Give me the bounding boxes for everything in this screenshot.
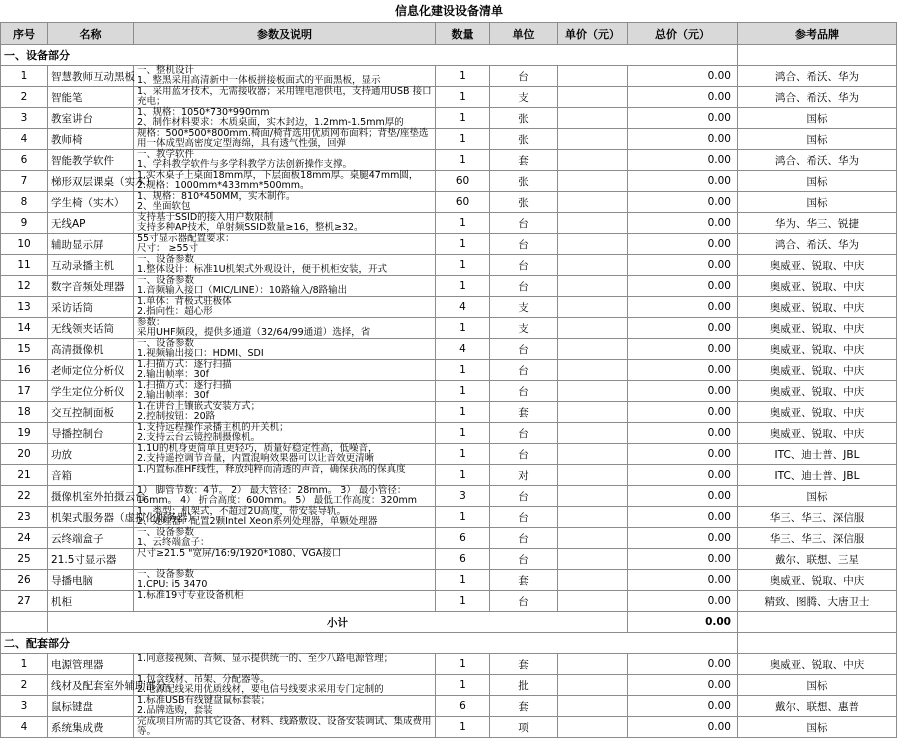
item-brand[interactable]: 华三、华三、深信服 <box>738 528 897 549</box>
item-brand[interactable]: 鸿合、希沃、华为 <box>738 234 897 255</box>
item-brand[interactable]: 国标 <box>738 192 897 213</box>
item-spec[interactable]: 一、设备参数 1.CPU: i5 3470 <box>134 570 436 591</box>
item-spec[interactable]: 1.支持远程操作录播主机的开关机； 2.支持云台云镜控制摄像机。 <box>134 423 436 444</box>
item-name[interactable]: 系统集成费 <box>48 717 134 738</box>
table-row <box>1 402 897 423</box>
item-unit-price[interactable] <box>558 108 628 129</box>
item-unit-price[interactable] <box>558 549 628 570</box>
item-brand[interactable]: 奥威亚、锐取、中庆 <box>738 339 897 360</box>
item-unit[interactable]: 台 <box>490 591 558 612</box>
item-spec[interactable]: 一、设备参数 1、云终端盒子： <box>134 528 436 549</box>
item-unit-price[interactable] <box>558 654 628 675</box>
item-brand[interactable]: 奥威亚、锐取、中庆 <box>738 255 897 276</box>
item-spec[interactable]: 1.标准USB有线键盘鼠标套装； 2.品牌选购，套装 <box>134 696 436 717</box>
item-spec[interactable]: 1.扫描方式：逐行扫描 2.输出帧率：30f <box>134 360 436 381</box>
item-spec[interactable]: 1.扫描方式：逐行扫描 2.输出帧率：30f <box>134 381 436 402</box>
item-unit-price[interactable] <box>558 297 628 318</box>
item-unit[interactable]: 套 <box>490 150 558 171</box>
item-spec[interactable]: 1、规格：1050*730*990mm 2、制作材料要求：木质桌面，实木封边，1.2mm-1.5mm厚的 <box>134 108 436 129</box>
item-spec[interactable]: 规格：500*500*800mm.椅面/椅背选用优质网布面料；背垫/座垫选用一体成型高密度定型海绵，具有透气性强，回弹 <box>134 129 436 150</box>
item-brand[interactable]: 奥威亚、锐取、中庆 <box>738 297 897 318</box>
item-unit[interactable]: 项 <box>490 717 558 738</box>
item-name[interactable]: 智慧教师互动黑板 <box>48 66 134 87</box>
row-number[interactable]: 10 <box>1 234 48 255</box>
item-unit[interactable]: 支 <box>490 297 558 318</box>
sheet-title: 信息化建设设备清单 <box>394 4 503 18</box>
item-total[interactable]: 0.00 <box>628 528 738 549</box>
table-row <box>1 507 897 528</box>
item-brand[interactable]: 国标 <box>738 129 897 150</box>
item-brand[interactable]: 鸿合、希沃、华为 <box>738 66 897 87</box>
row-number[interactable]: 8 <box>1 192 48 213</box>
table-row <box>1 108 897 129</box>
item-name[interactable]: 老师定位分析仪 <box>48 360 134 381</box>
cell[interactable] <box>1 612 48 633</box>
table-row <box>1 549 897 570</box>
item-unit[interactable]: 支 <box>490 318 558 339</box>
item-total[interactable]: 0.00 <box>628 297 738 318</box>
item-quantity[interactable]: 6 <box>436 549 490 570</box>
row-number[interactable]: 19 <box>1 423 48 444</box>
item-unit[interactable]: 套 <box>490 696 558 717</box>
table-row <box>1 66 897 87</box>
row-number[interactable]: 3 <box>1 696 48 717</box>
item-unit-price[interactable] <box>558 87 628 108</box>
item-total[interactable]: 0.00 <box>628 192 738 213</box>
row-number[interactable]: 14 <box>1 318 48 339</box>
item-quantity[interactable]: 1 <box>436 276 490 297</box>
row-number[interactable]: 3 <box>1 108 48 129</box>
item-spec[interactable]: 1.实木桌子上桌面18mm厚，下层面板18mm厚。桌腿47mm圆， 2.规格：1000mm*433mm*500mm。 <box>134 171 436 192</box>
item-unit[interactable]: 台 <box>490 276 558 297</box>
item-unit-price[interactable] <box>558 717 628 738</box>
item-total[interactable]: 0.00 <box>628 654 738 675</box>
item-quantity[interactable]: 1 <box>436 318 490 339</box>
row-number[interactable]: 4 <box>1 717 48 738</box>
item-name[interactable]: 21.5寸显示器 <box>48 549 134 570</box>
item-quantity[interactable]: 1 <box>436 255 490 276</box>
item-quantity[interactable]: 1 <box>436 507 490 528</box>
item-total[interactable]: 0.00 <box>628 360 738 381</box>
item-total[interactable]: 0.00 <box>628 129 738 150</box>
item-total[interactable]: 0.00 <box>628 339 738 360</box>
item-quantity[interactable]: 1 <box>436 402 490 423</box>
item-unit-price[interactable] <box>558 234 628 255</box>
col-header-brand[interactable]: 参考品牌 <box>738 23 897 45</box>
table-row <box>1 465 897 486</box>
row-number[interactable]: 2 <box>1 87 48 108</box>
row-number[interactable]: 13 <box>1 297 48 318</box>
item-brand[interactable]: 奥威亚、锐取、中庆 <box>738 654 897 675</box>
section-row <box>1 45 897 66</box>
item-brand[interactable]: 国标 <box>738 486 897 507</box>
item-name[interactable]: 学生椅（实木） <box>48 192 134 213</box>
item-unit-price[interactable] <box>558 318 628 339</box>
item-total[interactable]: 0.00 <box>628 108 738 129</box>
item-unit[interactable]: 台 <box>490 486 558 507</box>
item-name[interactable]: 高清摄像机 <box>48 339 134 360</box>
item-brand[interactable]: 精致、图腾、大唐卫士 <box>738 591 897 612</box>
item-quantity[interactable]: 1 <box>436 465 490 486</box>
section-row <box>1 633 897 654</box>
item-unit[interactable]: 台 <box>490 423 558 444</box>
table-row <box>1 87 897 108</box>
item-brand[interactable]: ITC、迪士普、JBL <box>738 465 897 486</box>
row-number[interactable]: 22 <box>1 486 48 507</box>
item-total[interactable]: 0.00 <box>628 381 738 402</box>
item-unit[interactable]: 台 <box>490 213 558 234</box>
item-brand[interactable]: 奥威亚、锐取、中庆 <box>738 276 897 297</box>
item-unit[interactable]: 批 <box>490 675 558 696</box>
item-brand[interactable]: 戴尔、联想、三星 <box>738 549 897 570</box>
table-row <box>1 591 897 612</box>
item-unit-price[interactable] <box>558 402 628 423</box>
table-row <box>1 717 897 738</box>
subtotal-value[interactable]: 0.00 <box>628 612 738 633</box>
item-total[interactable]: 0.00 <box>628 423 738 444</box>
item-quantity[interactable]: 4 <box>436 297 490 318</box>
item-spec[interactable]: 1、采用蓝牙技术，无需接收器；采用锂电池供电，支持通用USB 接口充电； <box>134 87 436 108</box>
section-title-equipment[interactable]: 一、设备部分 <box>1 45 738 66</box>
row-number[interactable]: 24 <box>1 528 48 549</box>
item-unit-price[interactable] <box>558 192 628 213</box>
item-unit[interactable]: 支 <box>490 87 558 108</box>
item-brand[interactable]: ITC、迪士普、JBL <box>738 444 897 465</box>
item-brand[interactable]: 华三、华三、深信服 <box>738 507 897 528</box>
item-unit-price[interactable] <box>558 360 628 381</box>
item-unit[interactable]: 台 <box>490 528 558 549</box>
item-brand[interactable]: 奥威亚、锐取、中庆 <box>738 570 897 591</box>
item-name[interactable]: 辅助显示屏 <box>48 234 134 255</box>
item-unit-price[interactable] <box>558 528 628 549</box>
item-quantity[interactable]: 1 <box>436 87 490 108</box>
item-name[interactable]: 导播控制台 <box>48 423 134 444</box>
table-row <box>1 255 897 276</box>
item-spec[interactable]: 一、教学软件 1、学科教学软件与多学科教学方法创新操作支撑。 <box>134 150 436 171</box>
item-unit[interactable]: 张 <box>490 192 558 213</box>
table-row <box>1 675 897 696</box>
item-brand[interactable]: 奥威亚、锐取、中庆 <box>738 402 897 423</box>
table-row <box>1 213 897 234</box>
row-number[interactable]: 21 <box>1 465 48 486</box>
item-quantity[interactable]: 1 <box>436 360 490 381</box>
item-brand[interactable]: 戴尔、联想、惠普 <box>738 696 897 717</box>
item-quantity[interactable]: 3 <box>436 486 490 507</box>
item-total[interactable]: 0.00 <box>628 696 738 717</box>
item-name[interactable]: 功放 <box>48 444 134 465</box>
item-unit-price[interactable] <box>558 66 628 87</box>
item-name[interactable]: 机架式服务器（虚拟化服务器） <box>48 507 134 528</box>
item-quantity[interactable]: 1 <box>436 66 490 87</box>
cell[interactable] <box>738 633 897 654</box>
item-name[interactable]: 教师椅 <box>48 129 134 150</box>
subtotal-row <box>1 612 897 633</box>
item-quantity[interactable]: 1 <box>436 444 490 465</box>
item-unit[interactable]: 对 <box>490 465 558 486</box>
item-spec[interactable]: 一、设备参数 1.整体设计：标准1U机架式外观设计，便于机柜安装，开式 <box>134 255 436 276</box>
item-brand[interactable]: 奥威亚、锐取、中庆 <box>738 318 897 339</box>
item-quantity[interactable]: 1 <box>436 234 490 255</box>
item-name[interactable]: 智能笔 <box>48 87 134 108</box>
item-unit[interactable]: 张 <box>490 129 558 150</box>
item-spec[interactable]: 55寸显示器配置要求： 尺寸： ≥55寸 <box>134 234 436 255</box>
item-spec[interactable]: 1.包含线材、吊架、分配器等。 2.电源配线采用优质线材，要电信号线要求采用专门定制的 <box>134 675 436 696</box>
item-unit-price[interactable] <box>558 486 628 507</box>
item-brand[interactable]: 奥威亚、锐取、中庆 <box>738 423 897 444</box>
item-quantity[interactable]: 1 <box>436 717 490 738</box>
item-unit-price[interactable] <box>558 381 628 402</box>
item-name[interactable]: 互动录播主机 <box>48 255 134 276</box>
item-unit-price[interactable] <box>558 171 628 192</box>
col-header-name[interactable]: 名称 <box>48 23 134 45</box>
item-total[interactable]: 0.00 <box>628 171 738 192</box>
item-quantity[interactable]: 1 <box>436 423 490 444</box>
table-row <box>1 318 897 339</box>
item-spec[interactable]: 1.同意接视频、音频、显示提供统一的、至少八路电源管理； <box>134 654 436 675</box>
table-row <box>1 234 897 255</box>
table-row <box>1 654 897 675</box>
item-name[interactable]: 摄像机室外拍摄云台 <box>48 486 134 507</box>
row-number[interactable]: 2 <box>1 675 48 696</box>
item-unit-price[interactable] <box>558 444 628 465</box>
item-unit[interactable]: 台 <box>490 381 558 402</box>
item-total[interactable]: 0.00 <box>628 486 738 507</box>
item-total[interactable]: 0.00 <box>628 213 738 234</box>
item-total[interactable]: 0.00 <box>628 234 738 255</box>
cell[interactable] <box>738 612 897 633</box>
item-name[interactable]: 教室讲台 <box>48 108 134 129</box>
item-quantity[interactable]: 1 <box>436 381 490 402</box>
item-unit[interactable]: 台 <box>490 255 558 276</box>
row-number[interactable]: 17 <box>1 381 48 402</box>
item-name[interactable]: 数字音频处理器 <box>48 276 134 297</box>
table-row <box>1 297 897 318</box>
item-unit[interactable]: 台 <box>490 339 558 360</box>
table-row <box>1 276 897 297</box>
col-header-spec[interactable]: 参数及说明 <box>134 23 436 45</box>
table-row <box>1 570 897 591</box>
item-total[interactable]: 0.00 <box>628 507 738 528</box>
item-spec[interactable]: 支持基于SSID的接入用户数限制 支持多种AP技术，单射频SSID数量≥16，整机≥32。 <box>134 213 436 234</box>
equipment-table <box>0 22 897 738</box>
item-unit-price[interactable] <box>558 570 628 591</box>
item-name[interactable]: 智能教学软件 <box>48 150 134 171</box>
item-unit[interactable]: 套 <box>490 570 558 591</box>
item-total[interactable]: 0.00 <box>628 444 738 465</box>
item-name[interactable]: 云终端盒子 <box>48 528 134 549</box>
item-total[interactable]: 0.00 <box>628 402 738 423</box>
item-brand[interactable]: 奥威亚、锐取、中庆 <box>738 360 897 381</box>
item-unit-price[interactable] <box>558 339 628 360</box>
item-name[interactable]: 学生定位分析仪 <box>48 381 134 402</box>
item-quantity[interactable]: 4 <box>436 339 490 360</box>
item-name[interactable]: 音箱 <box>48 465 134 486</box>
item-unit[interactable]: 台 <box>490 360 558 381</box>
item-spec[interactable]: 1、规格：810*450MM，实木制作。 2、坐面软包 <box>134 192 436 213</box>
item-name[interactable]: 交互控制面板 <box>48 402 134 423</box>
item-total[interactable]: 0.00 <box>628 276 738 297</box>
item-spec[interactable]: 尺寸≥21.5 "宽屏/16:9/1920*1080、VGA接口 <box>134 549 436 570</box>
cell[interactable] <box>738 45 897 66</box>
row-number[interactable]: 4 <box>1 129 48 150</box>
item-brand[interactable]: 奥威亚、锐取、中庆 <box>738 381 897 402</box>
item-total[interactable]: 0.00 <box>628 591 738 612</box>
item-name[interactable]: 鼠标键盘 <box>48 696 134 717</box>
row-number[interactable]: 11 <box>1 255 48 276</box>
item-quantity[interactable]: 1 <box>436 129 490 150</box>
item-spec[interactable]: 1.内置标准HF线性，释放纯粹而清透的声音，确保获高的保真度 <box>134 465 436 486</box>
item-name[interactable]: 机柜 <box>48 591 134 612</box>
table-row <box>1 339 897 360</box>
item-unit[interactable]: 套 <box>490 654 558 675</box>
item-brand[interactable]: 国标 <box>738 108 897 129</box>
item-unit-price[interactable] <box>558 213 628 234</box>
item-spec[interactable]: 1） 脚管节数：4节。 2） 最大管径：28mm。 3） 最小管径：16mm。 4） 折合高度：600mm。 5） 最低工作高度：320mm <box>134 486 436 507</box>
item-spec[interactable]: 1.在讲台上镶嵌式安装方式； 2.控制按钮：20路 <box>134 402 436 423</box>
row-number[interactable]: 16 <box>1 360 48 381</box>
row-number[interactable]: 6 <box>1 150 48 171</box>
row-number[interactable]: 26 <box>1 570 48 591</box>
item-quantity[interactable]: 6 <box>436 696 490 717</box>
item-unit-price[interactable] <box>558 423 628 444</box>
item-unit[interactable]: 套 <box>490 402 558 423</box>
item-total[interactable]: 0.00 <box>628 717 738 738</box>
row-number[interactable]: 25 <box>1 549 48 570</box>
table-row <box>1 129 897 150</box>
table-row <box>1 192 897 213</box>
item-spec[interactable]: 1.1U的机身更简单且更轻巧，质量好稳定性高，低噪音， 2.支持遥控调节音量，内置混响效果器可以让音效更清晰 <box>134 444 436 465</box>
header-row <box>1 23 897 45</box>
item-name[interactable]: 线材及配套室外辅助部分 <box>48 675 134 696</box>
row-number[interactable]: 23 <box>1 507 48 528</box>
item-name[interactable]: 无线领夹话筒 <box>48 318 134 339</box>
item-unit[interactable]: 张 <box>490 108 558 129</box>
table-row <box>1 696 897 717</box>
item-total[interactable]: 0.00 <box>628 87 738 108</box>
item-spec[interactable]: 一、设备参数 1.音频输入接口（MIC/LINE）：10路输入/8路输出 <box>134 276 436 297</box>
item-quantity[interactable]: 1 <box>436 675 490 696</box>
item-name[interactable]: 梯形双层课桌（实木） <box>48 171 134 192</box>
table-row <box>1 423 897 444</box>
item-quantity[interactable]: 1 <box>436 591 490 612</box>
item-quantity[interactable]: 1 <box>436 108 490 129</box>
col-header-price[interactable]: 单价（元） <box>558 23 628 45</box>
col-header-unit[interactable]: 单位 <box>490 23 558 45</box>
item-quantity[interactable]: 1 <box>436 150 490 171</box>
row-number[interactable]: 1 <box>1 654 48 675</box>
table-row <box>1 360 897 381</box>
table-row <box>1 486 897 507</box>
table-row <box>1 528 897 549</box>
row-number[interactable]: 12 <box>1 276 48 297</box>
table-row <box>1 444 897 465</box>
item-brand[interactable]: 华为、华三、锐捷 <box>738 213 897 234</box>
col-header-qty[interactable]: 数量 <box>436 23 490 45</box>
item-total[interactable]: 0.00 <box>628 549 738 570</box>
section-title-supporting[interactable]: 二、配套部分 <box>1 633 738 654</box>
item-spec[interactable]: 一、整机设计 1、整黑采用高清新中一体板拼接板面式的平面黑板，显示 <box>134 66 436 87</box>
item-unit-price[interactable] <box>558 591 628 612</box>
item-unit-price[interactable] <box>558 276 628 297</box>
item-unit[interactable]: 台 <box>490 444 558 465</box>
item-unit-price[interactable] <box>558 675 628 696</box>
item-name[interactable]: 电源管理器 <box>48 654 134 675</box>
col-header-total[interactable]: 总价（元） <box>628 23 738 45</box>
item-unit-price[interactable] <box>558 465 628 486</box>
item-spec[interactable]: 完成项目所需的其它设备、材料、线路敷设、设备安装调试、集成费用等。 <box>134 717 436 738</box>
item-unit[interactable]: 台 <box>490 549 558 570</box>
row-number[interactable]: 7 <box>1 171 48 192</box>
item-brand[interactable]: 鸿合、希沃、华为 <box>738 150 897 171</box>
item-unit-price[interactable] <box>558 696 628 717</box>
item-unit[interactable]: 张 <box>490 171 558 192</box>
item-brand[interactable]: 国标 <box>738 675 897 696</box>
row-number[interactable]: 18 <box>1 402 48 423</box>
row-number[interactable]: 20 <box>1 444 48 465</box>
item-brand[interactable]: 国标 <box>738 717 897 738</box>
item-unit[interactable]: 台 <box>490 507 558 528</box>
item-total[interactable]: 0.00 <box>628 570 738 591</box>
table-row <box>1 171 897 192</box>
item-name[interactable]: 无线AP <box>48 213 134 234</box>
item-quantity[interactable]: 60 <box>436 171 490 192</box>
item-brand[interactable]: 国标 <box>738 171 897 192</box>
item-unit[interactable]: 台 <box>490 234 558 255</box>
table-row <box>1 150 897 171</box>
item-total[interactable]: 0.00 <box>628 150 738 171</box>
item-unit-price[interactable] <box>558 129 628 150</box>
item-total[interactable]: 0.00 <box>628 465 738 486</box>
item-quantity[interactable]: 1 <box>436 570 490 591</box>
row-number[interactable]: 15 <box>1 339 48 360</box>
item-brand[interactable]: 鸿合、希沃、华为 <box>738 87 897 108</box>
table-row <box>1 381 897 402</box>
item-quantity[interactable]: 1 <box>436 213 490 234</box>
item-quantity[interactable]: 6 <box>436 528 490 549</box>
row-number[interactable]: 1 <box>1 66 48 87</box>
item-name[interactable]: 采访话筒 <box>48 297 134 318</box>
item-total[interactable]: 0.00 <box>628 675 738 696</box>
item-spec[interactable]: 一、设备参数 1.视频输出接口：HDMI、SDI <box>134 339 436 360</box>
item-quantity[interactable]: 60 <box>436 192 490 213</box>
item-spec[interactable]: 1.标准19寸专业设备机柜 <box>134 591 436 612</box>
item-unit-price[interactable] <box>558 507 628 528</box>
item-unit-price[interactable] <box>558 255 628 276</box>
col-header-no[interactable]: 序号 <box>1 23 48 45</box>
item-quantity[interactable]: 1 <box>436 654 490 675</box>
item-unit-price[interactable] <box>558 150 628 171</box>
item-spec[interactable]: 1.单体：背极式驻极体 2.指向性：超心形 <box>134 297 436 318</box>
item-total[interactable]: 0.00 <box>628 66 738 87</box>
item-spec[interactable]: 1、类型：机架式，不超过2U高度，带安装导轨。 2、处理器：配置2颗Intel Xeon系列处理器，单颗处理器 <box>134 507 436 528</box>
item-name[interactable]: 导播电脑 <box>48 570 134 591</box>
item-spec[interactable]: 参数： 采用UHF频段，提供多通道（32/64/99通道）选择，省 <box>134 318 436 339</box>
item-total[interactable]: 0.00 <box>628 318 738 339</box>
row-number[interactable]: 9 <box>1 213 48 234</box>
row-number[interactable]: 27 <box>1 591 48 612</box>
subtotal-label[interactable]: 小计 <box>48 612 628 633</box>
item-total[interactable]: 0.00 <box>628 255 738 276</box>
item-unit[interactable]: 台 <box>490 66 558 87</box>
